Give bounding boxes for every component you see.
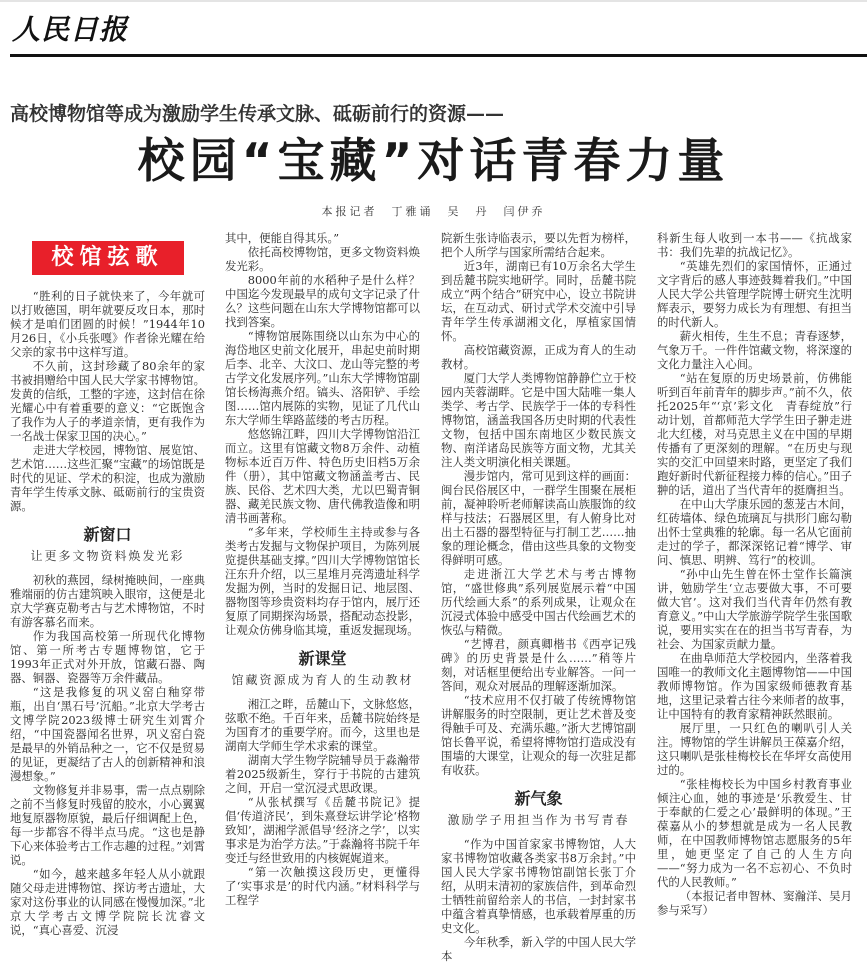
paragraph: 其中，便能自得其乐。” [225,231,340,245]
newspaper-logo: 人民日报 [12,13,129,46]
paragraph: “多年来，学校师生主持或参与各类考古发掘与文物保护项目，为陈列展览提供基础支撑。”四川大学博物馆馆长汪东升介绍，以三星堆月亮湾遗址科学发掘为例，当时的发掘日记、地层图、器物图等珍贵资料均存于馆内，展厅还复原了同期探沟场景，搭配动态投影，让观众仿佛身临其境，重返发掘现场。 [225,525,420,637]
paragraph: 文物修复并非易事，需一点点剔除之前不当修复时残留的胶水，小心翼翼地复原器物原貌，最后仔细调配上色，每一步都容不得半点马虎。“这也是静下心来体验考古工作志趣的过程。”刘霄说。 [10,783,205,867]
paragraph: “张桂梅校长为中国乡村教育事业倾注心血，她的事迹是‘乐教爱生、甘于奉献的仁爱之心’最鲜明的体现。”王葆嘉从小的梦想就是成为一名人民教师，在中国教师博物馆志愿服务的5年里，她更坚定了自己的人生方向——“努力成为一名不忘初心、不负时代的人民教师。” [657,777,852,889]
paragraph: 科新生每人收到一本书——《抗战家书：我们先辈的抗战记忆》。 [657,231,852,259]
text-column-2 [225,231,420,907]
article-byline: 本报记者 丁雅诵 吴 丹 闫伊乔 [321,205,546,218]
paragraph: 湘江之畔，岳麓山下，文脉悠悠，弦歌不绝。千百年来，岳麓书院始终是为国育才的重要学府。而今，这里也是湖南大学师生学术求索的课堂。 [225,697,420,753]
paragraph: 走进浙江大学艺术与考古博物馆，“盛世修典”系列展览展示着“中国历代绘画大系”的系列成果，让观众在沉浸式体验中感受中国古代绘画艺术的恢弘与精微。 [441,567,636,637]
paragraph: 薪火相传，生生不息；青春逐梦，气象万千。一件件馆藏文物，将深邃的文化力量注入心间。 [657,329,852,371]
paragraph: 院新生张诗临表示，要以先哲为榜样，把个人所学与国家所需结合起来。 [441,231,636,259]
section-heading: 新气象 [514,789,563,808]
paragraph: “第一次触摸这段历史，更懂得了‘实事求是’的时代内涵。”材料科学与工程学 [225,865,420,907]
paragraph: “英雄先烈们的家国情怀，正通过文字背后的感人事迹鼓舞着我们。”中国人民大学公共管理学院博士研究生沈明辉表示，要努力成长为有理想、有担当的时代新人。 [657,259,852,329]
paragraph: 高校馆藏资源，正成为育人的生动教材。 [441,343,636,371]
paragraph: “从张栻撰写《岳麓书院记》提倡‘传道济民’，到朱熹登坛讲学论‘格物致知’，湖湘学派倡导‘经济之学’，以实事求是为治学方法。”于淼瀚将书院千年变迁与经世致用的内核娓娓道来。 [225,795,420,865]
section-heading: 新窗口 [83,525,132,544]
text-column-4 [657,231,852,917]
section-subheading: 让更多文物资料焕发光彩 [30,549,185,563]
paragraph: 依托高校博物馆，更多文物资料焕发光彩。 [225,245,420,273]
paragraph: 展厅里，一只红色的喇叭引人关注。博物馆的学生讲解员王葆嘉介绍，这只喇叭是张桂梅校长在华坪女高使用过的。 [657,721,852,777]
article-kicker: 高校博物馆等成为激励学生传承文脉、砥砺前行的资源—— [10,103,505,125]
section-heading: 新课堂 [298,649,347,668]
masthead-rule [10,54,867,57]
paragraph: “博物馆展陈围绕以山东为中心的海岱地区史前文化展开，串起史前时期后李、北辛、大汶口、龙山等完整的考古学文化发展序列。”山东大学博物馆副馆长杨海燕介绍。镐头、洛阳铲、手绘图……馆内展陈的实物，见证了几代山东大学师生筚路蓝缕的考古历程。 [225,329,420,427]
paragraph: 漫步馆内，常可见到这样的画面：闽台民俗展区中，一群学生围聚在展柜前，凝神聆听老师解读高山族服饰的纹样与技法；石器展区里，有人俯身比对出土石器的器型特征与打制工艺……抽象的理论概念，借由这些具象的文物变得鲜明可感。 [441,469,636,567]
section-subheading: 激励学子用担当作为书写青春 [447,813,630,827]
paragraph: 8000年前的水稻种子是什么样？中国迄今发现最早的成句文字记录了什么？这些问题在山东大学博物馆都可以找到答案。 [225,273,420,329]
text-column-1 [10,231,205,937]
paragraph: “这是我修复的巩义窑白釉穿带瓶，出自‘黑石号’沉船。”北京大学考古文博学院2023级博士研究生刘霄介绍，“中国瓷器闻名世界，巩义窑白瓷是最早的外销品种之一，它不仅是贸易的见证，更凝结了古人的创新精神和浪漫想象。” [10,685,205,783]
paragraph: 不久前，这封珍藏了80余年的家书被捐赠给中国人民大学家书博物馆。发黄的信纸，工整的字迹，这封信在徐光耀心中有着重要的意义：“它既饱含了我作为人子的孝道亲情，更有我作为一名战士保家卫国的决心。” [10,359,205,443]
section-subheading: 馆藏资源成为育人的生动教材 [231,673,414,687]
paragraph: 近3年，湖南已有10万余名大学生到岳麓书院实地研学。同时，岳麓书院成立“两个结合”研究中心，设立书院讲坛，在互动式、研讨式学术交流中引导青年学生传承湖湘文化，厚植家国情怀。 [441,259,636,343]
paragraph: “作为中国首家家书博物馆，人大家书博物馆收藏各类家书8万余封。”中国人民大学家书博物馆副馆长张丁介绍，从明末清初的家族信件，到革命烈士牺牲前留给亲人的书信，一封封家书中蕴含着真挚情感，也承载着厚重的历史文化。 [441,837,636,935]
page-top-border [0,0,867,2]
paragraph: “艺博君，颜真卿楷书《西亭记残碑》的历史背景是什么……”稍等片刻，对话框里便给出专业解答。一问一答间，观众对展品的理解逐渐加深。 [441,637,636,693]
paragraph: （本报记者申智林、窦瀚洋、吴月参与采写） [657,889,852,917]
paragraph: 悠悠锦江畔，四川大学博物馆沿江而立。这里有馆藏文物8万余件、动植物标本近百万件、特色历史旧档5万余件（册），其中馆藏文物涵盖考古、民族、民俗、艺术四大类，尤以巴蜀青铜器、藏羌民族文物、唐代佛教造像和明清书画著称。 [225,427,420,525]
paragraph: 今年秋季，新入学的中国人民大学本 [441,935,636,963]
paragraph: 厦门大学人类博物馆静静伫立于校园内芙蓉湖畔。它是中国大陆唯一集人类学、考古学、民族学于一体的专科性博物馆，涵盖我国各历史时期的代表性文物，包括中国东南地区少数民族文物、南洋诸岛民族等方面文物，尤其关注人类文明演化相关课题。 [441,371,636,469]
paragraph: 走进大学校园，博物馆、展览馆、艺术馆……这些汇聚“宝藏”的场馆既是时代的见证、学术的积淀，也成为激励青年学生传承文脉、砥砺前行的宝贵资源。 [10,443,205,513]
paragraph: 在曲阜师范大学校园内，坐落着我国唯一的教师文化主题博物馆——中国教师博物馆。作为国家级师德教育基地，这里记录着古往今来师者的故事，让中国特有的教育家精神跃然眼前。 [657,651,852,721]
paragraph: “胜利的日子就快来了，今年就可以打败德国，明年就要反攻日本，那时候才是咱们团圆的时候！”1944年10月26日，《小兵张嘎》作者徐光耀在给父亲的家书中这样写道。 [10,289,205,359]
paragraph: “孙中山先生曾在怀士堂作长篇演讲，勉励学生‘立志要做大事，不可要做大官’。这对我们当代青年仍然有教育意义。”中山大学旅游学院学生张国歌说，要用实实在在的担当书写青春，为社会、为国家贡献力量。 [657,567,852,651]
column-tag-banner: 校馆弦歌 [32,241,184,275]
paragraph: 作为我国高校第一所现代化博物馆、第一所考古专题博物馆，它于1993年正式对外开放，馆藏石器、陶器、铜器、瓷器等万余件藏品。 [10,629,205,685]
paragraph: “站在复原的历史场景前，仿佛能听到百年前青年的脚步声。”前不久，依托2025年“‘京’彩文化 青春绽放”行动计划，首都师范大学学生田子翀走进北大红楼，对马克思主义在中国的早期传播有了更深刻的理解。“在历史与现实的交汇中回望来时路，更坚定了我们跑好新时代新征程接力棒的信心。”田子翀的话，道出了当代青年的挺膺担当。 [657,371,852,497]
paragraph: 湖南大学生物学院辅导员于淼瀚带着2025级新生，穿行于书院的古建筑之间，开启一堂沉浸式思政课。 [225,753,420,795]
paragraph: “如今，越来越多年轻人从小就跟随父母走进博物馆、探访考古遗址，大家对这份事业的认同感在慢慢加深。”北京大学考古文博学院院长沈睿文说，“真心喜爱、沉浸 [10,867,205,937]
article-title: 校园“宝藏”对话青春力量 [137,134,730,189]
text-column-3 [441,231,636,963]
paragraph: 在中山大学康乐园的葱茏古木间，红砖墙体、绿色琉璃瓦与拱形门廊勾勒出怀士堂典雅的轮廓。每一名从它面前走过的学子，都深深铭记着“博学、审问、慎思、明辨、笃行”的校训。 [657,497,852,567]
paragraph: “技术应用不仅打破了传统博物馆讲解服务的时空限制，更让艺术普及变得触手可及、充满乐趣。”浙大艺博馆副馆长鲁平说，希望将博物馆打造成没有围墙的大课堂，让观众的每一次驻足都有收获。 [441,693,636,777]
paragraph: 初秋的燕园，绿树掩映间，一座典雅端丽的仿古建筑映入眼帘，这便是北京大学赛克勒考古与艺术博物馆，不时有游客慕名而来。 [10,573,205,629]
